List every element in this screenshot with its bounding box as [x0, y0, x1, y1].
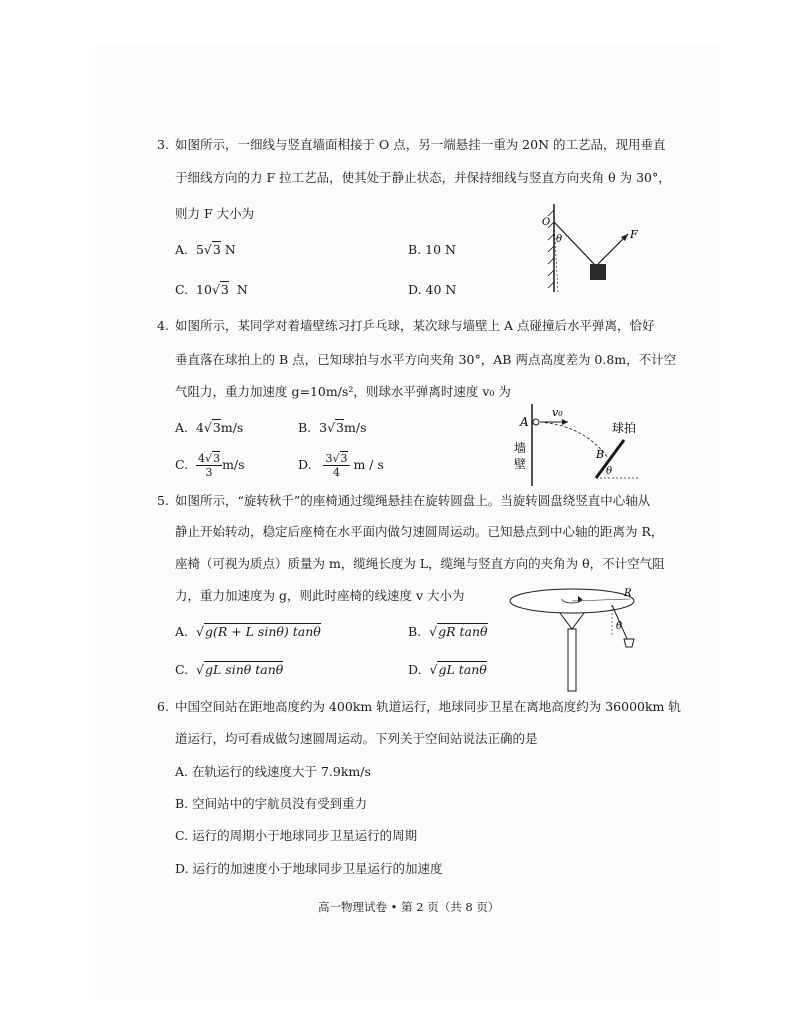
- q6-stem-line1: 中国空间站在距地高度约为 400km 轨道运行，地球同步卫星在离地高度约为 36000km 轨: [175, 699, 681, 714]
- q6-option-c: C. 运行的周期小于地球同步卫星运行的周期: [175, 828, 418, 843]
- q5-option-c: C. √gL sinθ tanθ: [175, 662, 284, 677]
- q5-figure: [500, 585, 650, 695]
- q3-stem-line3: 则力 F 大小为: [175, 206, 255, 221]
- page-footer: 高一物理试卷 • 第 2 页（共 8 页）: [318, 900, 500, 914]
- q6-option-d: D. 运行的加速度小于地球同步卫星运行的加速度: [175, 861, 443, 876]
- q5-label-r: R: [624, 588, 632, 599]
- q4-label-paddle: 球拍: [612, 421, 637, 435]
- q4-option-a: A. 4√3m/s: [175, 420, 244, 435]
- q6-stem-line2: 道运行，均可看成做匀速圆周运动。下列关于空间站说法正确的是: [175, 731, 538, 746]
- q4-option-d: D. $\frac{3√3}{4}$ m / s: [298, 452, 384, 479]
- q6-option-a: A. 在轨运行的线速度大于 7.9km/s: [175, 764, 371, 779]
- q4-option-b: B. 3√3m/s: [298, 420, 367, 435]
- q3-label-theta: θ: [556, 234, 563, 245]
- q4-figure: [500, 400, 650, 490]
- q3-option-b: B. 10 N: [408, 242, 456, 257]
- q3-stem-line2: 于细线方向的力 F 拉工艺品，使其处于静止状态，并保持细线与竖直方向夹角 θ 为 30°，: [175, 170, 671, 185]
- q4-label-b: B: [596, 448, 605, 461]
- q3-stem-line1: 如图所示，一细线与竖直墙面相接于 O 点，另一端悬挂一重为 20N 的工艺品，现用垂直: [175, 137, 666, 152]
- q4-stem-line2: 垂直落在球拍上的 B 点，已知球拍与水平方向夹角 30°，AB 两点高度差为 0.8m，不计空: [175, 352, 677, 367]
- q3-figure: [536, 200, 646, 300]
- scanned-page: [95, 45, 720, 1000]
- q3-label-o: O: [542, 217, 551, 228]
- q3-label-f: F: [630, 228, 638, 241]
- q5-central-pillar: [568, 629, 576, 691]
- q5-stem-line4: 力，重力加速度为 g，则此时座椅的线速度 v 大小为: [175, 588, 465, 603]
- q6-option-b: B. 空间站中的宇航员没有受到重力: [175, 796, 368, 811]
- q3-option-a: A. 5√3 N: [175, 242, 236, 257]
- q5-option-a: A. √g(R + L sinθ) tanθ: [175, 624, 321, 639]
- q6-number: 6.: [157, 699, 169, 714]
- q5-stem-line1: 如图所示，“旋转秋千”的座椅通过缆绳悬挂在旋转圆盘上。当旋转圆盘绕竖直中心轴从: [175, 493, 651, 508]
- q3-artwork-block: [590, 264, 606, 280]
- q4-label-wall-2: 壁: [514, 457, 527, 471]
- q5-seat: [624, 639, 634, 647]
- q4-option-c: C. $\frac{4√3}{3}$ m/s: [175, 452, 245, 479]
- q5-option-d: D. √gL tanθ: [408, 662, 487, 677]
- q3-option-c: C. 10√3 N: [175, 282, 248, 297]
- q3-number: 3.: [157, 137, 169, 152]
- q4-label-theta: θ: [606, 466, 613, 477]
- q4-label-a: A: [520, 415, 529, 429]
- q4-stem-line1: 如图所示，某同学对着墙壁练习打乒乓球，某次球与墙壁上 A 点碰撞后水平弹离，恰好: [175, 318, 655, 333]
- q4-number: 4.: [157, 318, 169, 333]
- q4-label-v0: v₀: [552, 406, 563, 419]
- q5-stem-line3: 座椅（可视为质点）质量为 m，缆绳长度为 L，缆绳与竖直方向的夹角为 θ，不计空气阻: [175, 556, 665, 571]
- q3-option-d: D. 40 N: [408, 282, 457, 297]
- q5-option-b: B. √gR tanθ: [408, 624, 488, 639]
- q5-number: 5.: [157, 493, 169, 508]
- q5-stem-line2: 静止开始转动，稳定后座椅在水平面内做匀速圆周运动。已知悬点到中心轴的距离为 R，: [175, 524, 664, 539]
- q4-stem-line3: 气阻力，重力加速度 g=10m/s²，则球水平弹离时速度 v₀ 为: [175, 384, 511, 399]
- q5-label-theta: θ: [616, 621, 623, 632]
- q4-ball: [533, 419, 539, 425]
- q4-label-wall-1: 墙: [514, 441, 527, 455]
